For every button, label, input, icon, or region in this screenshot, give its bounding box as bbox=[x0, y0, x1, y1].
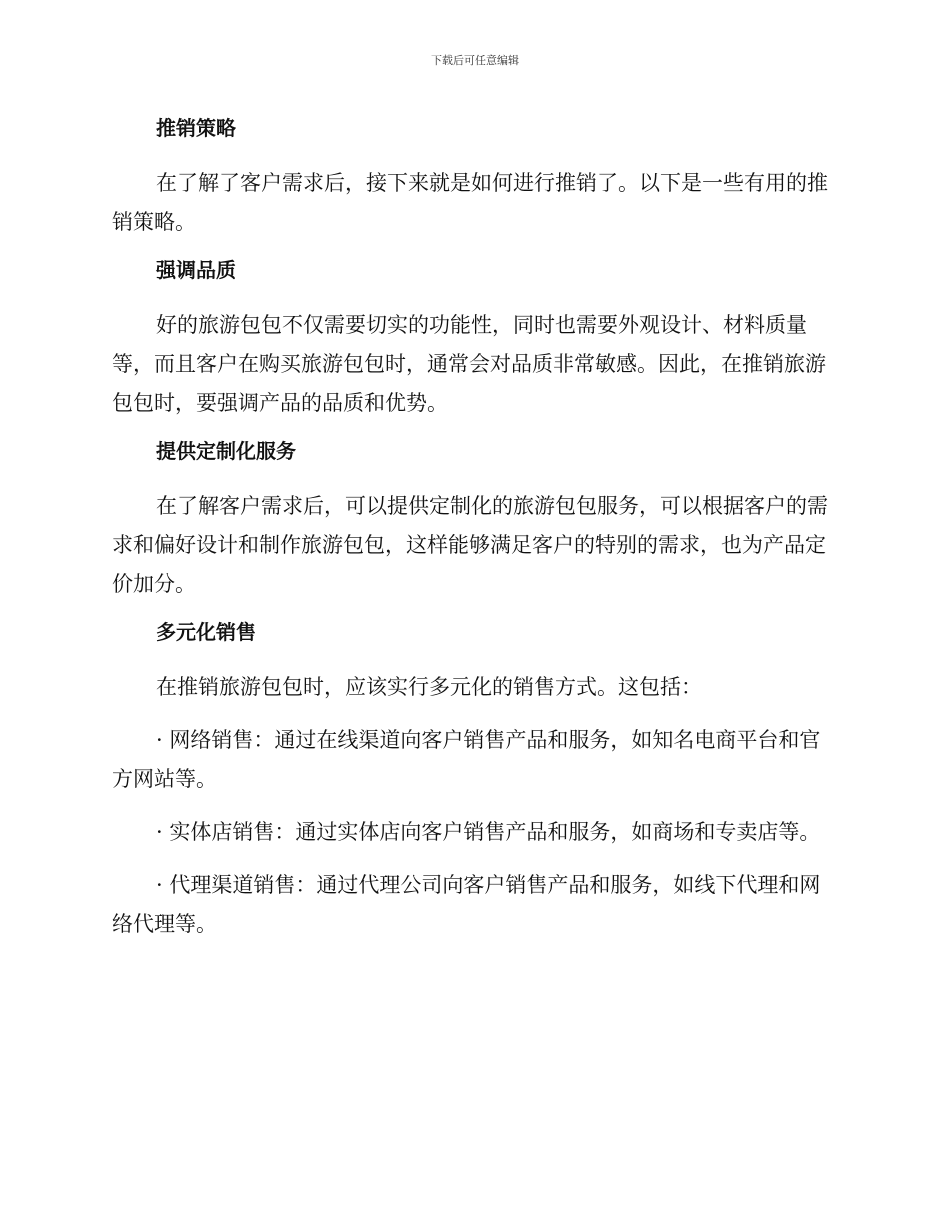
paragraph: 在了解了客户需求后，接下来就是如何进行推销了。以下是一些有用的推销策略。 bbox=[112, 171, 828, 234]
section-sales-strategy bbox=[112, 114, 834, 242]
section-heading: 多元化销售 bbox=[156, 620, 256, 644]
bullet-item-store-sales: · 实体店销售：通过实体店向客户销售产品和服务，如商场和专卖店等。 bbox=[156, 820, 821, 844]
paragraph: 在推销旅游包包时，应该实行多元化的销售方式。这包括： bbox=[156, 675, 702, 699]
paragraph: 在了解客户需求后，可以提供定制化的旅游包包服务，可以根据客户的需求和偏好设计和制作旅游包包，这样能够满足客户的特别的需求，也为产品定价加分。 bbox=[112, 494, 828, 596]
section-customized-service bbox=[112, 437, 834, 604]
paragraph: 好的旅游包包不仅需要切实的功能性，同时也需要外观设计、材料质量等，而且客户在购买旅游包包时，通常会对品质非常敏感。因此，在推销旅游包包时，要强调产品的品质和优势。 bbox=[112, 313, 826, 415]
section-heading: 提供定制化服务 bbox=[156, 439, 296, 463]
section-heading: 推销策略 bbox=[156, 116, 236, 140]
bullet-item-agent-sales: · 代理渠道销售：通过代理公司向客户销售产品和服务，如线下代理和网络代理等。 bbox=[112, 873, 821, 936]
section-heading: 强调品质 bbox=[156, 258, 236, 282]
bullet-item-online-sales: · 网络销售：通过在线渠道向客户销售产品和服务，如知名电商平台和官方网站等。 bbox=[112, 728, 821, 791]
document-body bbox=[112, 108, 834, 958]
section-diversified-sales bbox=[112, 618, 834, 944]
page-header: 下载后可任意编辑 bbox=[431, 54, 519, 67]
section-emphasize-quality bbox=[112, 256, 834, 423]
